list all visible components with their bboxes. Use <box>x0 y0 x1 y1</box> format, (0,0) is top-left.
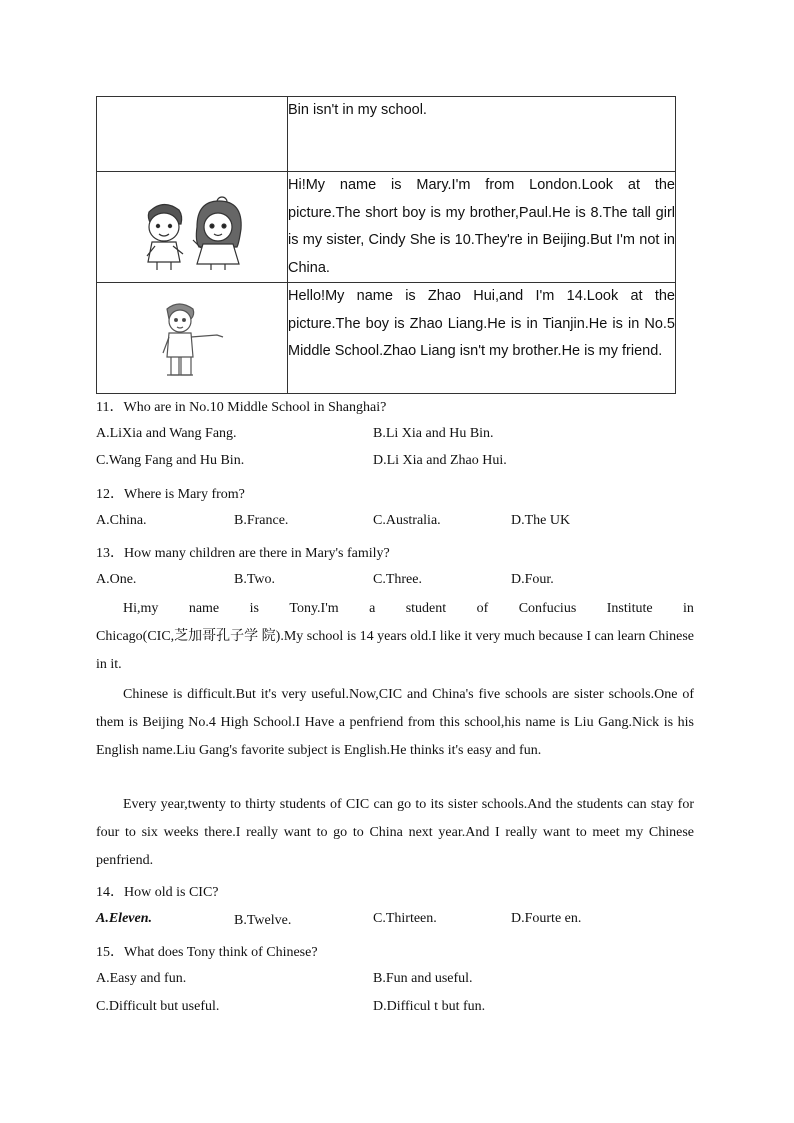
text-cell: Hi!My name is Mary.I'm from London.Look at the picture.The short boy is my brother,Paul.He is 8.The tall girl is my sister, Cindy She is 10.They're in Beijing.But I'm not in China. <box>288 172 676 283</box>
boy-and-girl-cartoon-icon <box>97 172 287 282</box>
question-12-option-a: A.China. <box>96 513 147 528</box>
word: Confucius <box>518 601 577 616</box>
word: student <box>405 601 447 616</box>
question-12-option-d: D.The UK <box>511 513 571 528</box>
question-12-option-c: C.Australia. <box>373 513 441 528</box>
table-row <box>97 97 676 172</box>
question-13-option-b: B.Two. <box>234 572 276 587</box>
passage-paragraph-1-rest: Chicago(CIC,芝加哥孔子学 院).My school is 14 years old.I like it very much because I can learn Chinese in it. <box>96 629 694 672</box>
text-cell: Hello!My name is Zhao Hui,and I'm 14.Look at the picture.The boy is Zhao Liang.He is in Tianjin.He is in No.5 Middle School.Zhao Liang isn't my brother.He is my friend. <box>288 283 676 394</box>
question-14-stem: 14．How old is CIC? <box>96 885 219 900</box>
reading-table <box>96 96 676 394</box>
question-12-option-b: B.France. <box>234 513 289 528</box>
image-cell <box>97 172 288 283</box>
question-15-option-d: D.Difficul t but fun. <box>373 999 486 1014</box>
word: Hi,my <box>123 601 159 616</box>
passage-paragraph-2 <box>96 681 694 765</box>
question-11-option-a: A.LiXia and Wang Fang. <box>96 426 237 441</box>
word: Institute <box>606 601 653 616</box>
question-11-option-c: C.Wang Fang and Hu Bin. <box>96 453 245 468</box>
passage-first-line <box>96 595 694 623</box>
passage-paragraph-3 <box>96 791 694 875</box>
question-13-option-c: C.Three. <box>373 572 422 587</box>
question-15-stem: 15．What does Tony think of Chinese? <box>96 945 318 960</box>
question-14-option-c: C.Thirteen. <box>373 911 437 926</box>
passage-paragraph-1 <box>96 595 694 679</box>
table-row <box>97 283 676 394</box>
passage-paragraph-3-text: Every year,twenty to thirty students of CIC can go to its sister schools.And the students can stay for four to six weeks there.I really want to go to China next year.And I really want to meet my Chinese penfriend. <box>96 797 694 868</box>
question-15-option-c: C.Difficult but useful. <box>96 999 220 1014</box>
word: is <box>249 601 259 616</box>
image-cell <box>97 283 288 394</box>
question-14-option-b: B.Twelve. <box>234 913 292 928</box>
word: name <box>188 601 220 616</box>
question-15-option-b: B.Fun and useful. <box>373 971 473 986</box>
question-12-stem: 12．Where is Mary from? <box>96 487 245 502</box>
question-13-option-a: A.One. <box>96 572 137 587</box>
text-cell: Bin isn't in my school. <box>288 97 676 172</box>
question-11-option-d: D.Li Xia and Zhao Hui. <box>373 453 507 468</box>
word: Tony.I'm <box>289 601 339 616</box>
word: a <box>369 601 376 616</box>
question-13-option-d: D.Four. <box>511 572 554 587</box>
table-row <box>97 172 676 283</box>
question-11-option-b: B.Li Xia and Hu Bin. <box>373 426 494 441</box>
boy-cartoon-icon <box>97 283 287 393</box>
question-11-stem: 11．Who are in No.10 Middle School in Shanghai? <box>96 400 387 415</box>
question-14-option-a: A.Eleven. <box>96 911 152 926</box>
question-14-option-d: D.Fourte en. <box>511 911 582 926</box>
word: of <box>476 601 489 616</box>
image-cell-empty <box>97 97 288 172</box>
question-15-option-a: A.Easy and fun. <box>96 971 187 986</box>
question-13-stem: 13．How many children are there in Mary's family? <box>96 546 390 561</box>
word: in <box>683 601 694 616</box>
passage-paragraph-2-text: Chinese is difficult.But it's very useful.Now,CIC and China's five schools are sister schools.One of them is Beijing No.4 High School.I Have a penfriend from this school,his name is Liu Gang.Nick is his English name.Liu Gang's favorite subject is English.He thinks it's easy and fun. <box>96 687 694 758</box>
